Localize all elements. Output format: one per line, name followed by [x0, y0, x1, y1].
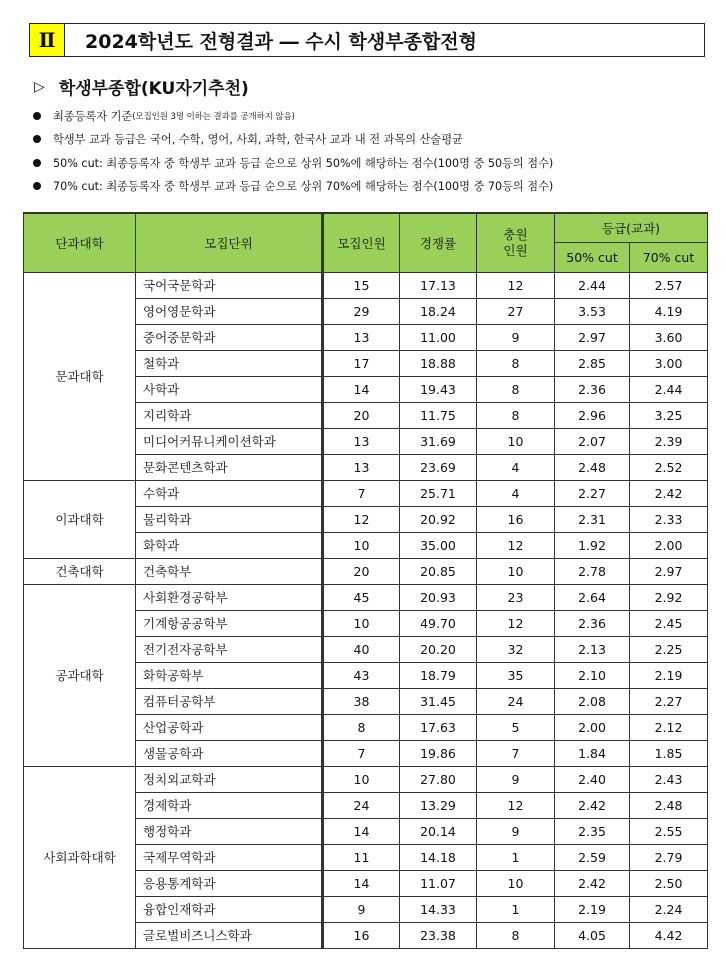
- cut70-cell: 3.00: [630, 350, 708, 376]
- cut70-cell: 2.12: [630, 714, 708, 740]
- dept-cell: 사회환경공학부: [136, 584, 323, 610]
- header-dept: 모집단위: [136, 213, 323, 272]
- cut50-cell: 2.35: [555, 818, 630, 844]
- cut70-cell: 3.60: [630, 324, 708, 350]
- ratio-cell: 11.07: [400, 870, 477, 896]
- quota-cell: 10: [323, 610, 400, 636]
- cut70-cell: 2.50: [630, 870, 708, 896]
- ratio-cell: 14.18: [400, 844, 477, 870]
- ratio-cell: 18.24: [400, 298, 477, 324]
- ratio-cell: 20.20: [400, 636, 477, 662]
- extra-cell: 1: [477, 844, 555, 870]
- cut50-cell: 2.31: [555, 506, 630, 532]
- table-header: [24, 213, 708, 272]
- section-heading: [34, 74, 249, 99]
- ratio-cell: 20.92: [400, 506, 477, 532]
- cut70-cell: 2.43: [630, 766, 708, 792]
- bullet-icon: [33, 112, 41, 120]
- extra-cell: 7: [477, 740, 555, 766]
- college-cell: 문과대학: [24, 272, 136, 480]
- ratio-cell: 18.88: [400, 350, 477, 376]
- section-number-badge: Ⅱ: [30, 24, 65, 56]
- triangle-marker-icon: ▷: [34, 78, 45, 95]
- quota-cell: 43: [323, 662, 400, 688]
- cut70-cell: 2.57: [630, 272, 708, 298]
- dept-cell: 국제무역학과: [136, 844, 323, 870]
- cut50-cell: 2.00: [555, 714, 630, 740]
- extra-cell: 8: [477, 402, 555, 428]
- cut70-cell: 3.25: [630, 402, 708, 428]
- cut50-cell: 2.36: [555, 610, 630, 636]
- dept-cell: 물리학과: [136, 506, 323, 532]
- cut70-cell: 2.45: [630, 610, 708, 636]
- cut50-cell: 3.53: [555, 298, 630, 324]
- table-row: [24, 480, 708, 506]
- ratio-cell: 31.69: [400, 428, 477, 454]
- extra-cell: 27: [477, 298, 555, 324]
- cut70-cell: 2.52: [630, 454, 708, 480]
- dept-cell: 건축학부: [136, 558, 323, 584]
- college-cell: 공과대학: [24, 584, 136, 766]
- quota-cell: 13: [323, 324, 400, 350]
- cut50-cell: 2.36: [555, 376, 630, 402]
- extra-cell: 12: [477, 610, 555, 636]
- table-row: [24, 584, 708, 610]
- cut70-cell: 2.39: [630, 428, 708, 454]
- quota-cell: 17: [323, 350, 400, 376]
- extra-cell: 35: [477, 662, 555, 688]
- cut70-cell: 1.85: [630, 740, 708, 766]
- extra-cell: 12: [477, 532, 555, 558]
- extra-cell: 4: [477, 454, 555, 480]
- quota-cell: 20: [323, 402, 400, 428]
- dept-cell: 사학과: [136, 376, 323, 402]
- quota-cell: 10: [323, 766, 400, 792]
- extra-cell: 4: [477, 480, 555, 506]
- dept-cell: 영어영문학과: [136, 298, 323, 324]
- note-text: 50% cut: 최종등록자 중 학생부 교과 등급 순으로 상위 50%에 해당하는 점수(100명 중 50등의 점수): [53, 156, 554, 170]
- dept-cell: 기계항공공학부: [136, 610, 323, 636]
- ratio-cell: 17.63: [400, 714, 477, 740]
- ratio-cell: 11.75: [400, 402, 477, 428]
- header-grade: 등급(교과): [555, 213, 708, 243]
- cut70-cell: 4.42: [630, 922, 708, 948]
- cut50-cell: 2.13: [555, 636, 630, 662]
- cut50-cell: 2.40: [555, 766, 630, 792]
- extra-cell: 32: [477, 636, 555, 662]
- table-row: [24, 766, 708, 792]
- extra-cell: 16: [477, 506, 555, 532]
- bullet-icon: [33, 182, 41, 190]
- dept-cell: 컴퓨터공학부: [136, 688, 323, 714]
- cut70-cell: 2.92: [630, 584, 708, 610]
- dept-cell: 지리학과: [136, 402, 323, 428]
- note-subtext: (모집인원 3명 이하는 결과를 공개하지 않음): [132, 110, 295, 121]
- quota-cell: 15: [323, 272, 400, 298]
- dept-cell: 국어국문학과: [136, 272, 323, 298]
- cut50-cell: 4.05: [555, 922, 630, 948]
- extra-cell: 10: [477, 870, 555, 896]
- cut70-cell: 4.19: [630, 298, 708, 324]
- cut50-cell: 2.85: [555, 350, 630, 376]
- ratio-cell: 13.29: [400, 792, 477, 818]
- cut50-cell: 2.27: [555, 480, 630, 506]
- header-extra-line2: 인원: [503, 242, 528, 258]
- dept-cell: 경제학과: [136, 792, 323, 818]
- ratio-cell: 19.43: [400, 376, 477, 402]
- table-body: [24, 272, 708, 948]
- section-title: 학생부종합(KU자기추천): [58, 79, 249, 99]
- cut70-cell: 2.24: [630, 896, 708, 922]
- cut70-cell: 2.42: [630, 480, 708, 506]
- cut70-cell: 2.25: [630, 636, 708, 662]
- ratio-cell: 20.85: [400, 558, 477, 584]
- header-cut50: 50% cut: [555, 243, 630, 273]
- cut50-cell: 2.07: [555, 428, 630, 454]
- dept-cell: 철학과: [136, 350, 323, 376]
- quota-cell: 7: [323, 480, 400, 506]
- college-cell: 이과대학: [24, 480, 136, 558]
- page-title-box: [29, 23, 705, 57]
- ratio-cell: 11.00: [400, 324, 477, 350]
- cut50-cell: 2.42: [555, 792, 630, 818]
- header-college: 단과대학: [24, 213, 136, 272]
- cut50-cell: 2.96: [555, 402, 630, 428]
- quota-cell: 14: [323, 870, 400, 896]
- cut50-cell: 2.59: [555, 844, 630, 870]
- extra-cell: 9: [477, 818, 555, 844]
- quota-cell: 45: [323, 584, 400, 610]
- header-extra-line1: 충원: [503, 226, 528, 242]
- results-table: [23, 212, 708, 949]
- dept-cell: 정치외교학과: [136, 766, 323, 792]
- dept-cell: 화학과: [136, 532, 323, 558]
- extra-cell: 9: [477, 324, 555, 350]
- note-item: [33, 151, 723, 175]
- quota-cell: 14: [323, 818, 400, 844]
- table-row: [24, 272, 708, 298]
- quota-cell: 11: [323, 844, 400, 870]
- ratio-cell: 25.71: [400, 480, 477, 506]
- ratio-cell: 49.70: [400, 610, 477, 636]
- bullet-icon: [33, 135, 41, 143]
- extra-cell: 8: [477, 922, 555, 948]
- cut50-cell: 2.08: [555, 688, 630, 714]
- cut50-cell: 2.42: [555, 870, 630, 896]
- page-title: 2024학년도 전형결과 ― 수시 학생부종합전형: [85, 30, 478, 53]
- extra-cell: 24: [477, 688, 555, 714]
- dept-cell: 융합인재학과: [136, 896, 323, 922]
- dept-cell: 응용통계학과: [136, 870, 323, 896]
- dept-cell: 문화콘텐츠학과: [136, 454, 323, 480]
- cut70-cell: 2.97: [630, 558, 708, 584]
- header-extra: [477, 213, 555, 272]
- cut50-cell: 2.48: [555, 454, 630, 480]
- quota-cell: 13: [323, 428, 400, 454]
- quota-cell: 14: [323, 376, 400, 402]
- extra-cell: 12: [477, 272, 555, 298]
- cut50-cell: 2.19: [555, 896, 630, 922]
- extra-cell: 5: [477, 714, 555, 740]
- header-extra-text: [503, 227, 527, 259]
- header-ratio: 경쟁률: [400, 213, 477, 272]
- dept-cell: 화학공학부: [136, 662, 323, 688]
- ratio-cell: 20.93: [400, 584, 477, 610]
- dept-cell: 중어중문학과: [136, 324, 323, 350]
- cut50-cell: 2.44: [555, 272, 630, 298]
- bullet-icon: [33, 159, 41, 167]
- header-quota: 모집인원: [323, 213, 400, 272]
- note-text: 학생부 교과 등급은 국어, 수학, 영어, 사회, 과학, 한국사 교과 내 전 과목의 산술평균: [53, 133, 463, 147]
- cut50-cell: 2.97: [555, 324, 630, 350]
- cut70-cell: 2.55: [630, 818, 708, 844]
- note-text: 최종등록자 기준: [53, 109, 133, 123]
- ratio-cell: 14.33: [400, 896, 477, 922]
- quota-cell: 20: [323, 558, 400, 584]
- cut70-cell: 2.27: [630, 688, 708, 714]
- dept-cell: 수학과: [136, 480, 323, 506]
- quota-cell: 29: [323, 298, 400, 324]
- quota-cell: 7: [323, 740, 400, 766]
- extra-cell: 9: [477, 766, 555, 792]
- ratio-cell: 20.14: [400, 818, 477, 844]
- extra-cell: 12: [477, 792, 555, 818]
- note-item: [33, 175, 723, 199]
- cut70-cell: 2.44: [630, 376, 708, 402]
- ratio-cell: 18.79: [400, 662, 477, 688]
- ratio-cell: 17.13: [400, 272, 477, 298]
- ratio-cell: 27.80: [400, 766, 477, 792]
- quota-cell: 16: [323, 922, 400, 948]
- table-row: [24, 558, 708, 584]
- cut50-cell: 2.78: [555, 558, 630, 584]
- cut70-cell: 2.79: [630, 844, 708, 870]
- college-cell: 사회과학대학: [24, 766, 136, 948]
- dept-cell: 글로벌비즈니스학과: [136, 922, 323, 948]
- cut50-cell: 1.92: [555, 532, 630, 558]
- extra-cell: 1: [477, 896, 555, 922]
- quota-cell: 40: [323, 636, 400, 662]
- notes-list: [33, 104, 723, 198]
- college-cell: 건축대학: [24, 558, 136, 584]
- quota-cell: 24: [323, 792, 400, 818]
- cut70-cell: 2.33: [630, 506, 708, 532]
- ratio-cell: 35.00: [400, 532, 477, 558]
- extra-cell: 8: [477, 376, 555, 402]
- cut70-cell: 2.00: [630, 532, 708, 558]
- extra-cell: 23: [477, 584, 555, 610]
- cut70-cell: 2.48: [630, 792, 708, 818]
- quota-cell: 8: [323, 714, 400, 740]
- quota-cell: 9: [323, 896, 400, 922]
- header-cut70: 70% cut: [630, 243, 708, 273]
- dept-cell: 전기전자공학부: [136, 636, 323, 662]
- dept-cell: 생물공학과: [136, 740, 323, 766]
- dept-cell: 행정학과: [136, 818, 323, 844]
- dept-cell: 미디어커뮤니케이션학과: [136, 428, 323, 454]
- cut50-cell: 2.10: [555, 662, 630, 688]
- cut50-cell: 1.84: [555, 740, 630, 766]
- cut70-cell: 2.19: [630, 662, 708, 688]
- quota-cell: 10: [323, 532, 400, 558]
- note-item: [33, 104, 723, 128]
- ratio-cell: 19.86: [400, 740, 477, 766]
- extra-cell: 10: [477, 558, 555, 584]
- ratio-cell: 23.69: [400, 454, 477, 480]
- dept-cell: 산업공학과: [136, 714, 323, 740]
- quota-cell: 38: [323, 688, 400, 714]
- quota-cell: 12: [323, 506, 400, 532]
- note-text: 70% cut: 최종등록자 중 학생부 교과 등급 순으로 상위 70%에 해당하는 점수(100명 중 70등의 점수): [53, 180, 554, 194]
- extra-cell: 10: [477, 428, 555, 454]
- extra-cell: 8: [477, 350, 555, 376]
- cut50-cell: 2.64: [555, 584, 630, 610]
- quota-cell: 13: [323, 454, 400, 480]
- ratio-cell: 23.38: [400, 922, 477, 948]
- ratio-cell: 31.45: [400, 688, 477, 714]
- note-item: [33, 128, 723, 152]
